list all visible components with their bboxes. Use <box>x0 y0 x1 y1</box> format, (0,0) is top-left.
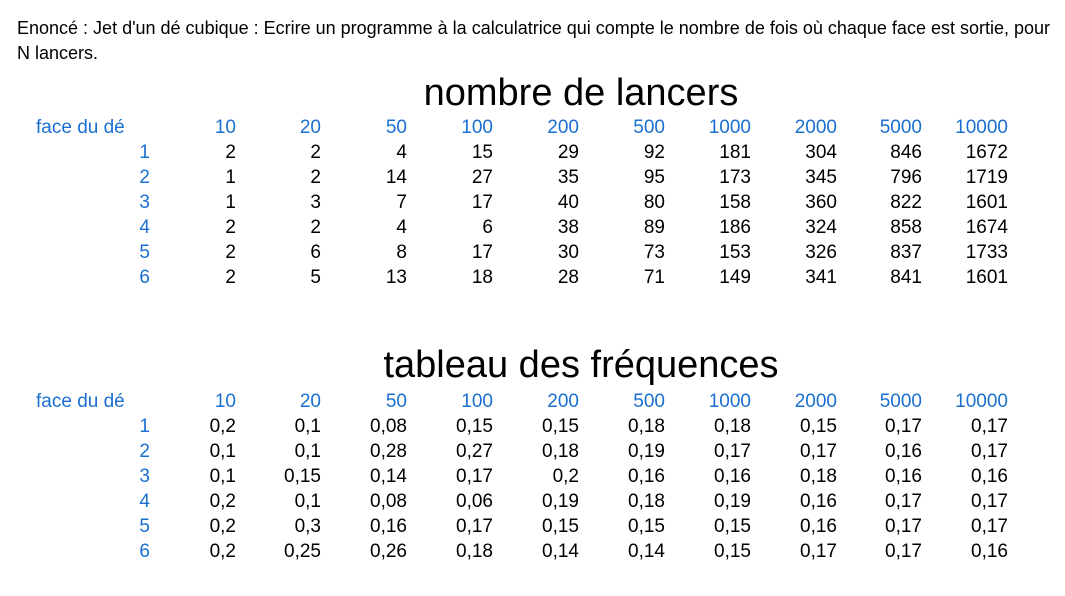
table-cell: 0,16 <box>971 541 1008 562</box>
table-cell: 0,17 <box>456 516 493 537</box>
table-cell: 2 <box>225 242 236 263</box>
table-cell: 0,3 <box>294 516 321 537</box>
table-row <box>0 539 1065 564</box>
table-cell: 0,17 <box>800 541 837 562</box>
column-header: 5000 <box>879 117 922 138</box>
table-cell: 0,17 <box>714 441 751 462</box>
table-cell: 0,15 <box>714 516 751 537</box>
table-cell: 846 <box>890 142 922 163</box>
table-cell: 0,17 <box>885 516 922 537</box>
table-cell: 6 <box>482 217 493 238</box>
row-header-label: face du dé <box>36 391 125 412</box>
table-cell: 3 <box>310 192 321 213</box>
table-cell: 0,19 <box>628 441 665 462</box>
table-cell: 0,17 <box>971 441 1008 462</box>
table-cell: 0,18 <box>714 416 751 437</box>
table-cell: 0,18 <box>456 541 493 562</box>
table-cell: 17 <box>471 192 493 213</box>
table-cell: 0,16 <box>885 466 922 487</box>
table-cell: 360 <box>805 192 837 213</box>
table-cell: 0,16 <box>370 516 407 537</box>
table-cell: 40 <box>557 192 579 213</box>
counts-table <box>0 115 1065 290</box>
table-cell: 8 <box>396 242 407 263</box>
table-cell: 796 <box>890 167 922 188</box>
table-cell: 0,17 <box>971 416 1008 437</box>
table-cell: 2 <box>310 167 321 188</box>
face-label: 6 <box>139 541 150 562</box>
table-cell: 71 <box>643 267 665 288</box>
table-cell: 0,16 <box>800 516 837 537</box>
table-cell: 0,17 <box>885 541 922 562</box>
column-header: 2000 <box>794 117 837 138</box>
frequency-table-title: tableau des fréquences <box>383 344 779 386</box>
table-cell: 1674 <box>965 217 1008 238</box>
table-cell: 0,16 <box>800 491 837 512</box>
table-cell: 15 <box>471 142 493 163</box>
table-cell: 30 <box>557 242 579 263</box>
column-header: 100 <box>461 117 493 138</box>
table-cell: 0,1 <box>294 441 321 462</box>
table-cell: 837 <box>890 242 922 263</box>
table-cell: 2 <box>310 217 321 238</box>
column-header: 1000 <box>708 117 751 138</box>
table-cell: 0,18 <box>628 416 665 437</box>
table-cell: 0,17 <box>971 491 1008 512</box>
table-cell: 14 <box>385 167 407 188</box>
face-label: 4 <box>139 217 150 238</box>
table-cell: 0,1 <box>209 441 236 462</box>
table-cell: 5 <box>310 267 321 288</box>
table-row <box>0 464 1065 489</box>
table-cell: 17 <box>471 242 493 263</box>
table-cell: 0,08 <box>370 491 407 512</box>
table-cell: 0,16 <box>628 466 665 487</box>
table-cell: 841 <box>890 267 922 288</box>
table-row <box>0 514 1065 539</box>
table-cell: 0,2 <box>209 541 236 562</box>
table-row <box>0 190 1065 215</box>
table-cell: 858 <box>890 217 922 238</box>
table-cell: 0,15 <box>456 416 493 437</box>
face-label: 1 <box>139 142 150 163</box>
table-cell: 0,2 <box>209 416 236 437</box>
face-label: 6 <box>139 267 150 288</box>
table-row <box>0 265 1065 290</box>
table-cell: 0,15 <box>714 541 751 562</box>
face-label: 4 <box>139 491 150 512</box>
column-header: 200 <box>547 117 579 138</box>
column-header: 10 <box>214 391 236 412</box>
table-cell: 0,2 <box>209 491 236 512</box>
table-cell: 1601 <box>965 267 1008 288</box>
table-cell: 0,17 <box>971 516 1008 537</box>
face-label: 5 <box>139 242 150 263</box>
table-cell: 326 <box>805 242 837 263</box>
table-cell: 0,15 <box>800 416 837 437</box>
table-cell: 80 <box>643 192 665 213</box>
row-header-label: face du dé <box>36 117 125 138</box>
table-cell: 822 <box>890 192 922 213</box>
table-cell: 0,1 <box>209 466 236 487</box>
table-cell: 4 <box>396 217 407 238</box>
table-cell: 304 <box>805 142 837 163</box>
table-cell: 181 <box>719 142 751 163</box>
column-header: 10000 <box>955 391 1008 412</box>
table-cell: 4 <box>396 142 407 163</box>
table-cell: 1672 <box>965 142 1008 163</box>
table-cell: 153 <box>719 242 751 263</box>
table-row <box>0 215 1065 240</box>
column-header: 500 <box>633 391 665 412</box>
face-label: 3 <box>139 466 150 487</box>
table-cell: 345 <box>805 167 837 188</box>
table-cell: 173 <box>719 167 751 188</box>
column-header: 5000 <box>879 391 922 412</box>
table-cell: 1733 <box>965 242 1008 263</box>
column-header: 20 <box>299 117 321 138</box>
table-cell: 0,16 <box>714 466 751 487</box>
column-header: 50 <box>385 117 407 138</box>
column-header: 100 <box>461 391 493 412</box>
table-cell: 0,19 <box>542 491 579 512</box>
table-cell: 0,17 <box>885 491 922 512</box>
face-label: 2 <box>139 441 150 462</box>
table-cell: 149 <box>719 267 751 288</box>
table-cell: 7 <box>396 192 407 213</box>
table-cell: 6 <box>310 242 321 263</box>
table-cell: 186 <box>719 217 751 238</box>
table-cell: 0,2 <box>209 516 236 537</box>
table-cell: 38 <box>557 217 579 238</box>
face-label: 5 <box>139 516 150 537</box>
table-cell: 0,15 <box>542 416 579 437</box>
table-cell: 0,16 <box>971 466 1008 487</box>
table-cell: 0,14 <box>370 466 407 487</box>
table-cell: 0,15 <box>542 516 579 537</box>
table-cell: 0,1 <box>294 491 321 512</box>
table-cell: 92 <box>643 142 665 163</box>
table-cell: 0,28 <box>370 441 407 462</box>
table-cell: 2 <box>225 142 236 163</box>
face-label: 3 <box>139 192 150 213</box>
table-header-row <box>0 389 1065 414</box>
column-header: 200 <box>547 391 579 412</box>
table-cell: 35 <box>557 167 579 188</box>
table-row <box>0 439 1065 464</box>
table-cell: 0,16 <box>885 441 922 462</box>
table-cell: 0,18 <box>542 441 579 462</box>
table-cell: 0,17 <box>800 441 837 462</box>
table-cell: 0,26 <box>370 541 407 562</box>
table-cell: 95 <box>643 167 665 188</box>
table-cell: 0,14 <box>542 541 579 562</box>
table-cell: 0,15 <box>628 516 665 537</box>
counts-table-title: nombre de lancers <box>423 72 739 114</box>
table-cell: 324 <box>805 217 837 238</box>
table-row <box>0 165 1065 190</box>
table-cell: 0,27 <box>456 441 493 462</box>
table-cell: 13 <box>385 267 407 288</box>
table-cell: 28 <box>557 267 579 288</box>
face-label: 1 <box>139 416 150 437</box>
table-cell: 0,25 <box>284 541 321 562</box>
table-cell: 73 <box>643 242 665 263</box>
table-cell: 2 <box>225 267 236 288</box>
table-cell: 89 <box>643 217 665 238</box>
table-cell: 1 <box>225 167 236 188</box>
table-cell: 0,19 <box>714 491 751 512</box>
table-cell: 158 <box>719 192 751 213</box>
frequency-table <box>0 389 1065 564</box>
table-cell: 1719 <box>965 167 1008 188</box>
table-cell: 0,17 <box>456 466 493 487</box>
column-header: 10 <box>214 117 236 138</box>
table-cell: 1 <box>225 192 236 213</box>
table-row <box>0 240 1065 265</box>
face-label: 2 <box>139 167 150 188</box>
column-header: 20 <box>299 391 321 412</box>
table-cell: 0,06 <box>456 491 493 512</box>
column-header: 10000 <box>955 117 1008 138</box>
table-row <box>0 140 1065 165</box>
table-cell: 341 <box>805 267 837 288</box>
table-cell: 0,08 <box>370 416 407 437</box>
table-row <box>0 489 1065 514</box>
table-cell: 2 <box>310 142 321 163</box>
table-cell: 27 <box>471 167 493 188</box>
table-cell: 2 <box>225 217 236 238</box>
table-cell: 1601 <box>965 192 1008 213</box>
table-cell: 0,18 <box>628 491 665 512</box>
table-cell: 0,17 <box>885 416 922 437</box>
column-header: 2000 <box>794 391 837 412</box>
problem-statement: Enoncé : Jet d'un dé cubique : Ecrire un programme à la calculatrice qui compte le nombre de fois où chaque face est sortie, pour N lancers. <box>17 18 1051 63</box>
table-cell: 29 <box>557 142 579 163</box>
table-header-row <box>0 115 1065 140</box>
table-cell: 0,15 <box>284 466 321 487</box>
table-cell: 0,14 <box>628 541 665 562</box>
column-header: 50 <box>385 391 407 412</box>
table-cell: 0,2 <box>552 466 579 487</box>
column-header: 500 <box>633 117 665 138</box>
table-cell: 0,1 <box>294 416 321 437</box>
table-cell: 0,18 <box>800 466 837 487</box>
column-header: 1000 <box>708 391 751 412</box>
table-row <box>0 414 1065 439</box>
table-cell: 18 <box>471 267 493 288</box>
